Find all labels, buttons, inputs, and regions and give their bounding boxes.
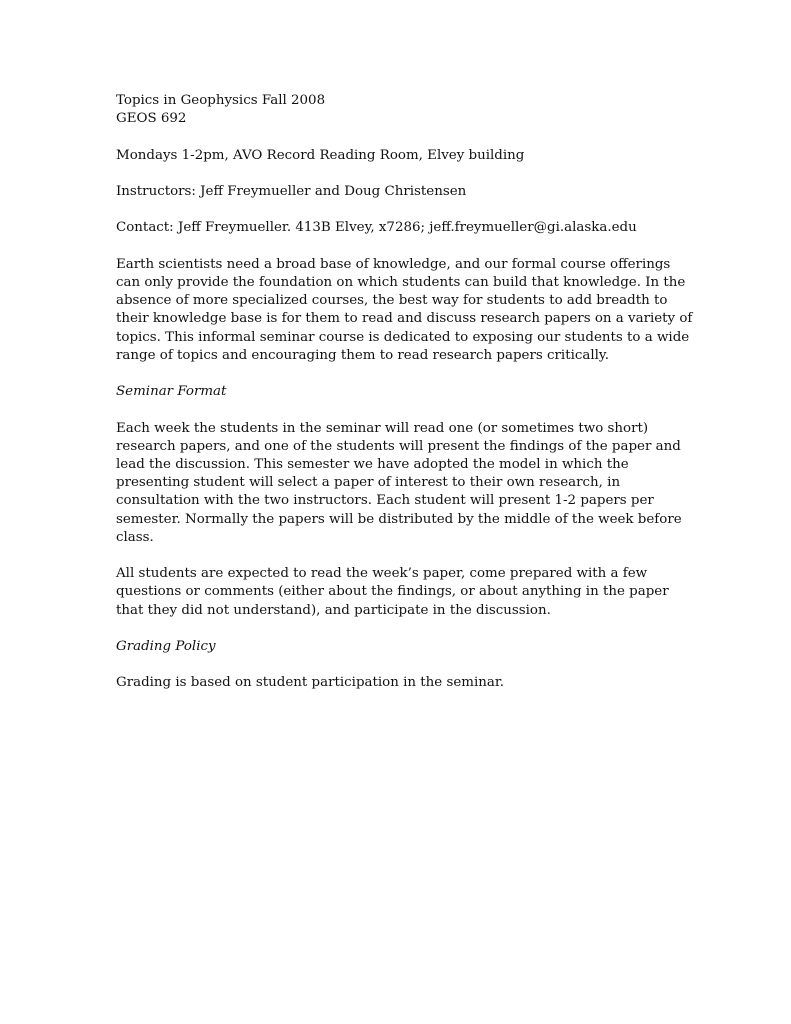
- intro-line: topics. This informal seminar course is dedicated to exposing our students to a wide: [116, 329, 690, 345]
- seminar-format-heading: Seminar Format: [116, 384, 227, 400]
- intro-line: can only provide the foundation on which students can build that knowledge. In the: [116, 274, 686, 290]
- seminar-format-line: All students are expected to read the week’s paper, come prepared with a few: [116, 566, 648, 582]
- instructors-info: [116, 183, 686, 201]
- seminar-format-line: Each week the students in the seminar will read one (or sometimes two short): [116, 420, 649, 436]
- schedule-text: Mondays 1-2pm, AVO Record Reading Room, Elvey building: [116, 147, 525, 163]
- seminar-format-line: questions or comments (either about the findings, or about anything in the paper: [116, 584, 669, 600]
- document-page: [116, 92, 693, 711]
- schedule-info: [116, 147, 686, 165]
- seminar-format-heading-block: [116, 383, 686, 401]
- seminar-format-line: presenting student will select a paper of interest to their own research, in: [116, 475, 621, 491]
- intro-line: their knowledge base is for them to read and discuss research papers on a variety of: [116, 311, 693, 327]
- intro-line: range of topics and encouraging them to read research papers critically.: [116, 347, 609, 363]
- seminar-format-line: class.: [116, 529, 154, 545]
- grading-text: Grading is based on student participation in the seminar.: [116, 675, 505, 691]
- seminar-format-line: lead the discussion. This semester we have adopted the model in which the: [116, 456, 629, 472]
- grading-heading: Grading Policy: [116, 638, 216, 654]
- grading-heading-block: [116, 638, 686, 656]
- course-code: GEOS 692: [116, 111, 187, 127]
- seminar-format-line: semester. Normally the papers will be distributed by the middle of the week before: [116, 511, 682, 527]
- seminar-format-paragraph-1: [116, 420, 686, 547]
- grading-paragraph: [116, 674, 686, 692]
- seminar-format-line: research papers, and one of the students will present the findings of the paper and: [116, 438, 681, 454]
- seminar-format-line: consultation with the two instructors. Each student will present 1-2 papers per: [116, 493, 654, 509]
- contact-info: [116, 219, 686, 237]
- contact-text: Contact: Jeff Freymueller. 413B Elvey, x7286; jeff.freymueller@gi.alaska.edu: [116, 220, 637, 236]
- instructors-text: Instructors: Jeff Freymueller and Doug Christensen: [116, 183, 467, 199]
- seminar-format-paragraph-2: [116, 565, 686, 620]
- intro-line: Earth scientists need a broad base of knowledge, and our formal course offerings: [116, 256, 671, 272]
- seminar-format-line: that they did not understand), and participate in the discussion.: [116, 602, 551, 618]
- course-header: [116, 92, 686, 128]
- intro-paragraph: [116, 256, 693, 365]
- intro-line: absence of more specialized courses, the best way for students to add breadth to: [116, 293, 668, 309]
- course-title: Topics in Geophysics Fall 2008: [116, 93, 326, 108]
